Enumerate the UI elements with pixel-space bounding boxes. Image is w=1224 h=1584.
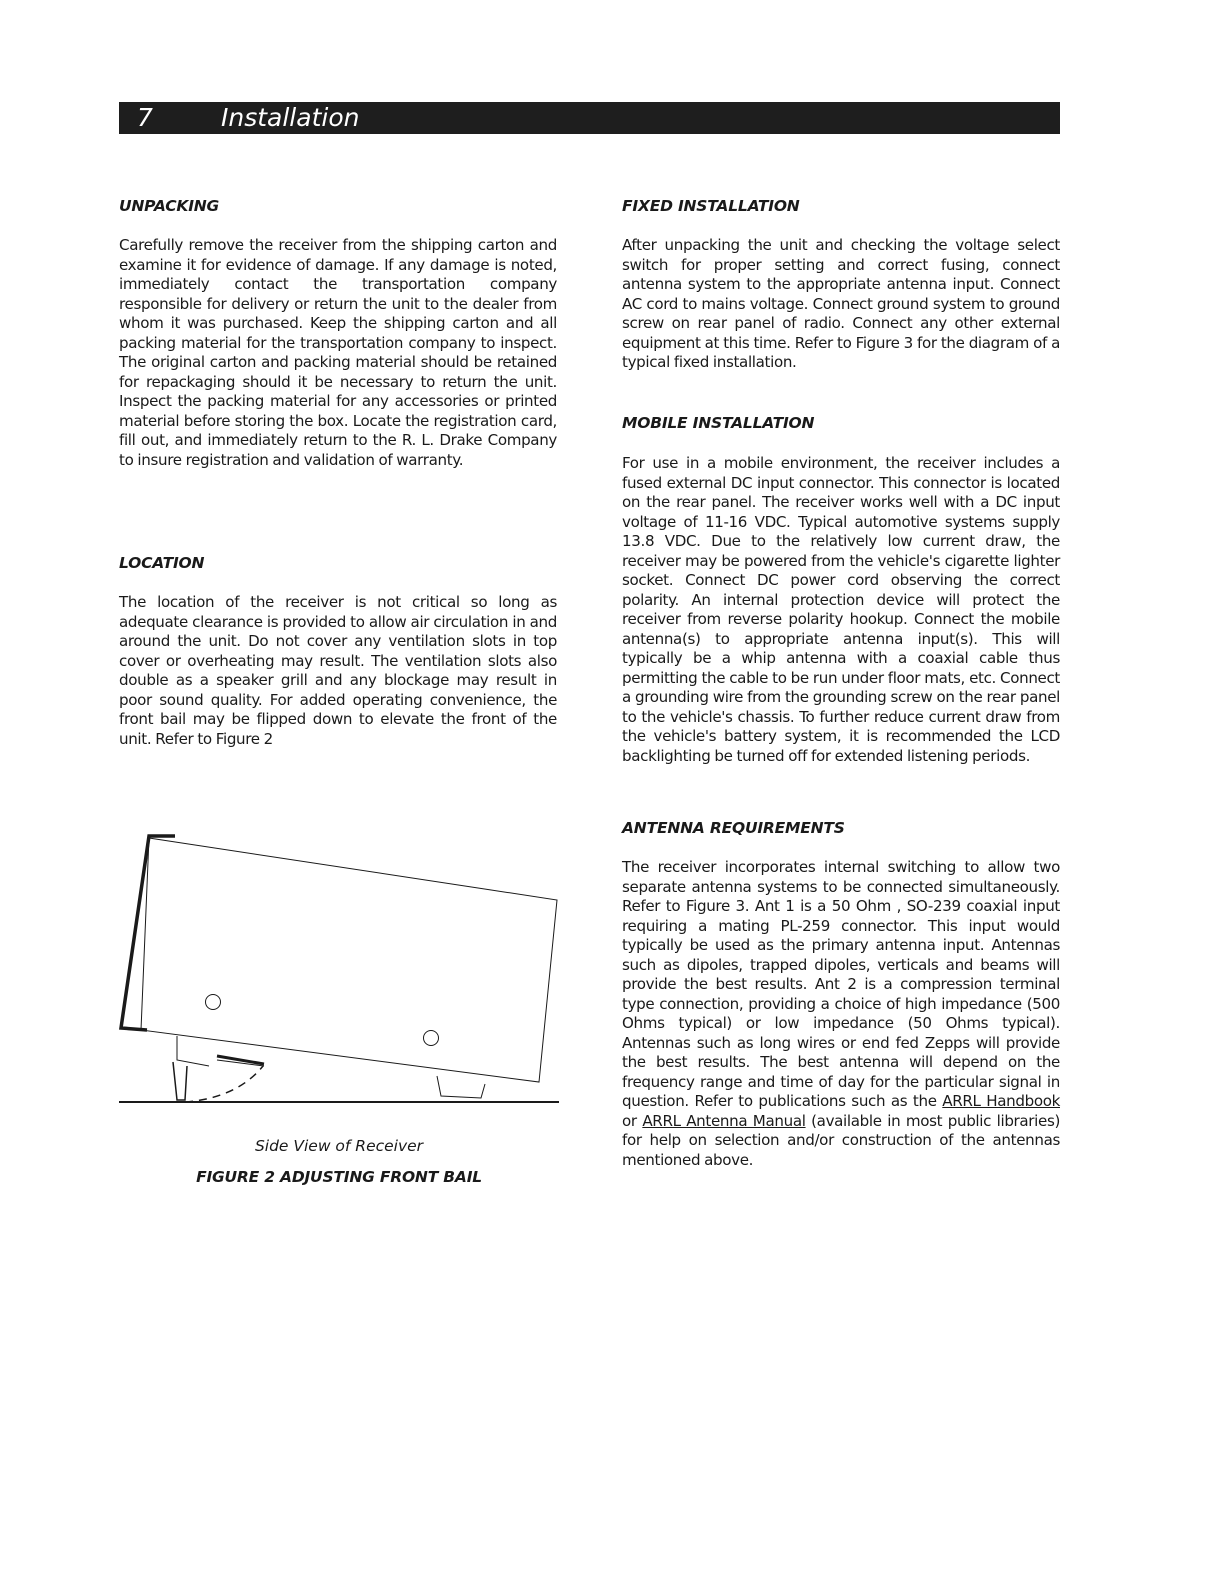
section-number: 7	[137, 103, 153, 132]
location-body: The location of the receiver is not critical so long as adequate clearance is provided to allow air circulation in and around the unit. Do not cover any ventilation slots in top cover or overheating may result. The ventilation slots also double as a speaker grill and any blockage may result in poor sound quality. For added operating convenience, the front bail may be flipped down to elevate the front of the unit. Refer to Figure 2	[119, 593, 557, 748]
section-header-bar	[119, 102, 1060, 134]
arrl-handbook-reference: ARRL Handbook	[942, 1092, 1060, 1110]
front-bail	[173, 1062, 187, 1100]
figure-caption: Side View of Receiver	[254, 1137, 424, 1155]
antenna-text-part2: (available in most public libraries) for help on selection and/or construction of the antennas mentioned above.	[622, 1111, 1060, 1169]
receiver-side-view-diagram	[119, 830, 559, 1110]
section-title: Installation	[221, 103, 360, 132]
antenna-text-part1: The receiver incorporates internal switching to allow two separate antenna systems to be connected simultaneously. Refer to Figure 3. Ant 1 is a 50 Ohm , SO-239 coaxial input requiring a mating PL-259 connector. This input would typically be used as the primary antenna input. Antennas such as dipoles, trapped dipoles, verticals and beams will provide the best results. Ant 2 is a compression terminal type connection, providing a choice of high impedance (500 Ohms typical) or low impedance (50 Ohms typical). Antennas such as long wires or end fed Zepps will provide the best results. The best antenna will depend on the frequency range and time of day for the particular signal in question. Refer to publications such as the	[622, 858, 1060, 1110]
front-foot-bracket	[177, 1036, 209, 1066]
mobile-installation-body: For use in a mobile environment, the receiver includes a fused external DC input connector. This connector is located on the rear panel. The receiver works well with a DC input voltage of 11-16 VDC. Typical automotive systems supply 13.8 VDC. Due to the relatively low current draw, the receiver may be powered from the vehicle's cigarette lighter socket. Connect DC power cord observing the correct polarity. An internal protection device will protect the receiver from reverse polarity hookup. Connect the mobile antenna(s) to appropriate antenna input(s). This will typically be a whip antenna with a coaxial cable thus permitting the cable to be run under floor mats, etc. Connect a grounding wire from the grounding screw on the rear panel to the vehicle's chassis. To further reduce current draw from the vehicle's battery system, it is recommended the LCD backlighting be turned off for extended listening periods.	[622, 454, 1060, 765]
mobile-installation-heading: MOBILE INSTALLATION	[622, 414, 815, 432]
front-knob	[206, 995, 221, 1010]
antenna-text-or: or	[622, 1111, 643, 1130]
receiver-body	[141, 838, 557, 1082]
bail-swing-path	[185, 1066, 263, 1102]
fixed-installation-body: After unpacking the unit and checking the voltage select switch for proper setting and correct fusing, connect antenna system to the appropriate antenna input. Connect AC cord to mains voltage. Connect ground system to ground screw on rear panel of radio. Connect any other external equipment at this time. Refer to Figure 3 for the diagram of a typical fixed installation.	[622, 236, 1060, 371]
antenna-requirements-heading: ANTENNA REQUIREMENTS	[622, 819, 845, 837]
unpacking-heading: UNPACKING	[119, 197, 220, 215]
location-heading: LOCATION	[119, 554, 205, 572]
rear-knob	[424, 1031, 439, 1046]
arrl-antenna-manual-reference: ARRL Antenna Manual	[642, 1111, 806, 1130]
front-bail-figure	[119, 830, 559, 1110]
antenna-requirements-body	[622, 858, 1060, 1170]
figure-label: FIGURE 2 ADJUSTING FRONT BAIL	[196, 1168, 482, 1186]
unpacking-body: Carefully remove the receiver from the shipping carton and examine it for evidence of damage. If any damage is noted, immediately contact the transportation company responsible for delivery or return the unit to the dealer from whom it was purchased. Keep the shipping carton and all packing material for the transportation company to inspect. The original carton and packing material should be retained for repackaging should it be necessary to return the unit. Inspect the packing material for any accessories or printed material before storing the box. Locate the registration card, fill out, and immediately return to the R. L. Drake Company to insure registration and validation of warranty.	[119, 236, 557, 469]
rear-foot	[437, 1076, 485, 1098]
fixed-installation-heading: FIXED INSTALLATION	[622, 197, 800, 215]
